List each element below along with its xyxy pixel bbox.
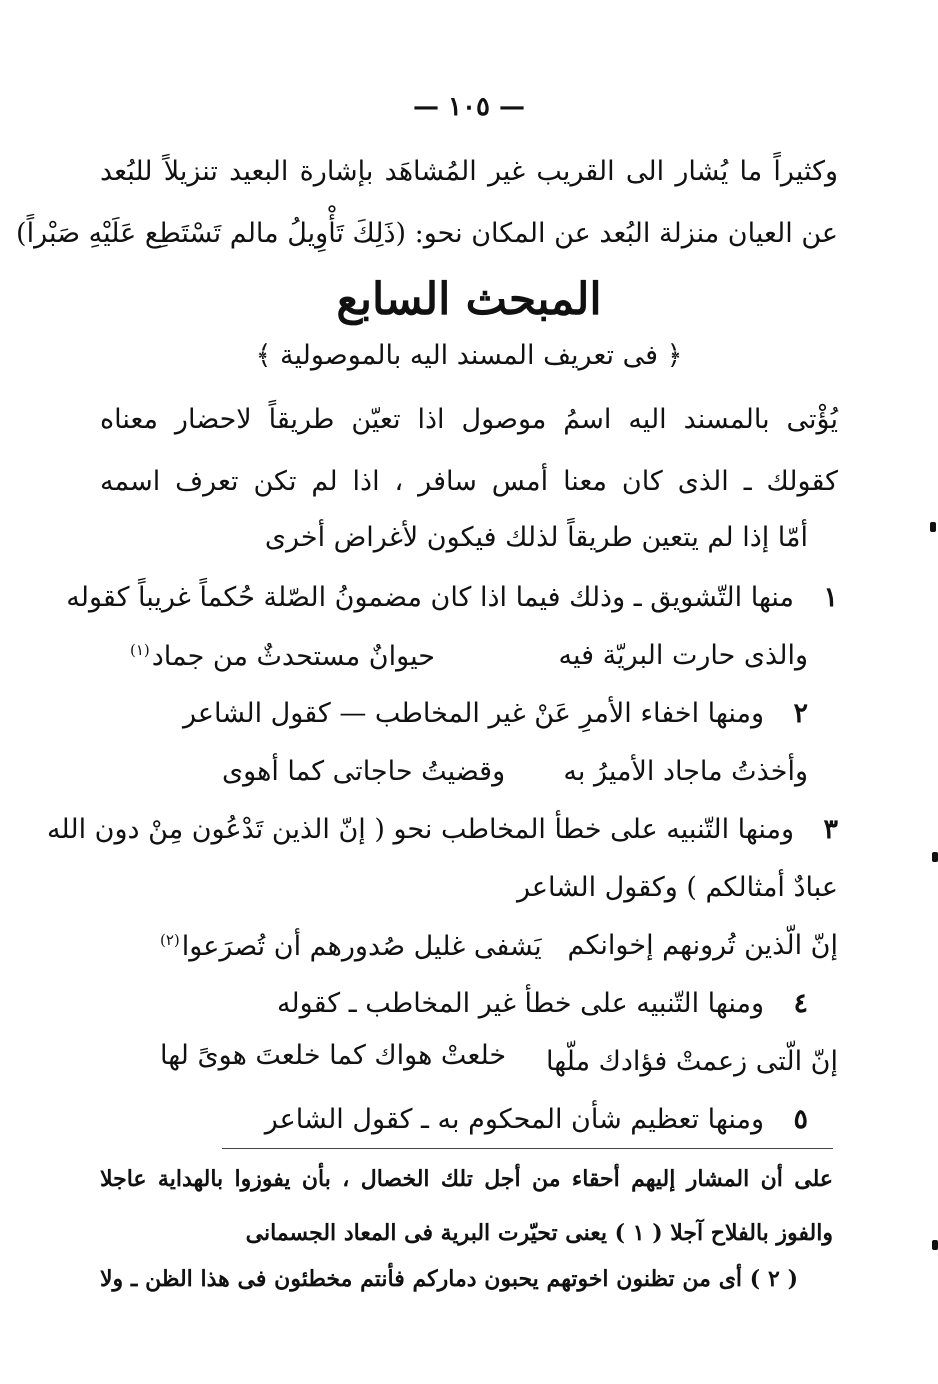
verse-2-second-hemistich: وقضيتُ حاجاتى كما أهوى [222, 756, 506, 787]
footnote-line-2: والفوز بالفلاح آجلا ( ١ ) يعنى تحيّرت البرية فى المعاد الجسمانى [245, 1220, 833, 1246]
item-4-text: ومنها التّنبيه على خطأ غير المخاطب ـ كقوله [276, 988, 764, 1019]
verse-2-first-hemistich: وأخذتُ ماجاد الأميرُ به [563, 756, 808, 787]
margin-mark [932, 1240, 938, 1250]
item-2 [100, 694, 808, 734]
footnote-line-3: ( ٢ ) أى من تظنون اخوتهم يحبون دماركم فأنتم مخطئون فى هذا الظن ـ ولا [100, 1266, 798, 1292]
verse-3-second-hemistich [160, 920, 542, 967]
footnote-ref-2: (٢) [160, 931, 180, 949]
margin-mark [930, 522, 936, 532]
verse-3-second-text: يَشفى غليل صُدورهم أن تُصرَعوا [181, 931, 542, 962]
item-2-number: ٢ [793, 698, 808, 729]
item-5-number: ٥ [793, 1104, 808, 1135]
verse-1-second-hemistich [130, 630, 435, 677]
footnote-ref-1: (١) [130, 641, 150, 659]
body-line-3: أمّا إذا لم يتعين طريقاً لذلك فيكون لأغراض أخرى [264, 522, 808, 553]
verse-1-first-hemistich: والذى حارت البريّة فيه [558, 640, 808, 671]
body-line-2: كقولك ـ الذى كان معنا أمس سافر ، اذا لم تكن تعرف اسمه [100, 466, 838, 497]
item-3 [46, 810, 838, 850]
footnote-line-1: على أن المشار إليهم أحقاء من أجل تلك الخصال ، بأن يفوزوا بالهداية عاجلا [100, 1166, 833, 1192]
page-number: — ١٠٥ — [412, 92, 526, 122]
intro-line-1: وكثيراً ما يُشار الى القريب غير المُشاهَد بإشارة البعيد تنزيلاً للبُعد [100, 156, 838, 187]
verse-4-second-hemistich: خلعتْ هواك كما خلعتَ هوىً لها [160, 1040, 507, 1071]
item-5 [100, 1100, 808, 1140]
verse-3-first-hemistich: إنّ الّذين تُرونهم إخوانكم [567, 930, 838, 961]
margin-mark [932, 852, 938, 862]
item-1 [66, 578, 838, 618]
item-3-number: ٣ [823, 814, 838, 845]
section-heading: المبحث السابع [336, 274, 602, 325]
intro-line-2: عن العيان منزلة البُعد عن المكان نحو: (ذَلِكَ تَأْوِيلُ مالم تَسْتَطِع عَلَيْهِ صَبْراً) [16, 218, 838, 249]
item-1-text: منها التّشويق ـ وذلك فيما اذا كان مضمونُ الصّلة حُكماً غريباً كقوله [66, 582, 794, 613]
item-4-number: ٤ [793, 988, 808, 1019]
footnote-divider [222, 1148, 833, 1149]
item-3-continuation: عبادٌ أمثالكم ) وكقول الشاعر [517, 872, 838, 903]
item-4 [100, 984, 808, 1024]
item-1-number: ١ [823, 582, 838, 613]
verse-4-first-hemistich: إنّ الّتى زعمتْ فؤادك ملّها [545, 1046, 838, 1077]
item-3-text: ومنها التّنبيه على خطأ المخاطب نحو ( إنّ الذين تَدْعُون مِنْ دون الله [46, 814, 794, 845]
body-line-1: يُؤْتى بالمسند اليه اسمُ موصول اذا تعيّن طريقاً لاحضار معناه [100, 404, 838, 435]
item-5-text: ومنها تعظيم شأن المحكوم به ـ كقول الشاعر [264, 1104, 764, 1135]
item-2-text: ومنها اخفاء الأمرِ عَنْ غير المخاطب — كقول الشاعر [183, 698, 764, 729]
section-subheading: ﴿ فى تعريف المسند اليه بالموصولية ﴾ [255, 340, 683, 371]
verse-1-second-text: حيوانٌ مستحدثٌ من جماد [151, 641, 435, 672]
